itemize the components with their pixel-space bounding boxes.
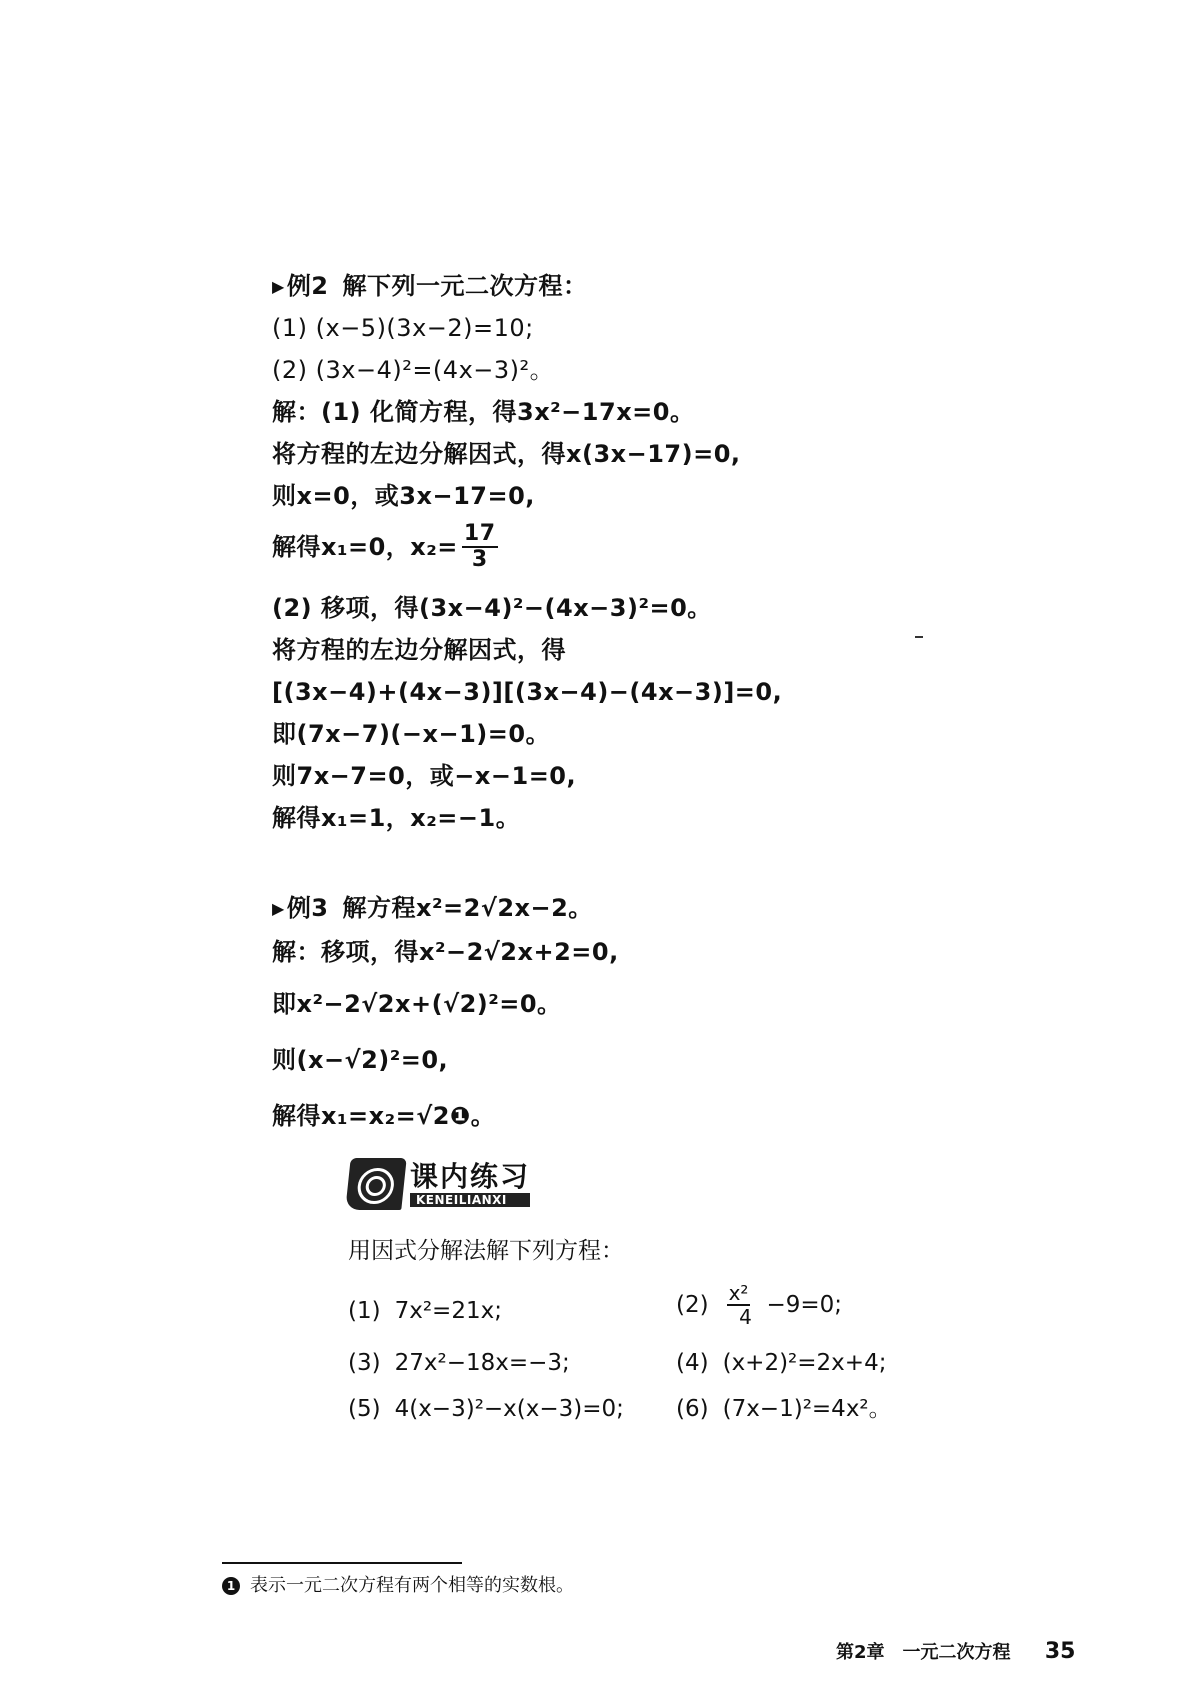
fraction-denominator: 3	[471, 547, 488, 572]
example-3-heading	[272, 892, 593, 925]
practice-item-2	[676, 1282, 842, 1328]
fraction-denominator: 4	[739, 1305, 752, 1329]
page-number: 35	[1044, 1639, 1076, 1664]
chapter-title: 第2章 一元二次方程	[836, 1642, 1011, 1663]
footnote-text: 表示一元二次方程有两个相等的实数根。	[250, 1575, 574, 1596]
fraction-17-over-3	[462, 522, 498, 572]
practice-item-3	[348, 1348, 570, 1378]
stray-mark	[915, 636, 923, 638]
item-number: (4)	[676, 1350, 709, 1376]
practice-item-6	[676, 1394, 892, 1424]
example-2-solution-line-7: [(3x−4)+(4x−3)][(3x−4)−(4x−3)]=0,	[272, 678, 783, 706]
example-2-solution-line-8: 即(7x−7)(−x−1)=0。	[272, 720, 551, 748]
practice-item-5	[348, 1394, 624, 1424]
example-2-heading	[272, 270, 588, 303]
practice-title: 课内练习	[410, 1160, 531, 1193]
item-number: (3)	[348, 1350, 381, 1376]
item-number: (2)	[676, 1292, 709, 1318]
footnote-mark-icon: 1	[222, 1577, 240, 1595]
example-2-solution-line-3: 则x=0，或3x−17=0,	[272, 482, 535, 510]
example-2-solution-line-4-text: 解得x₁=0，x₂=	[272, 533, 458, 561]
example-3-solution-line-1: 解：移项，得x²−2√2x+2=0,	[272, 938, 619, 966]
example-2-solution-line-1: 解：(1) 化简方程，得3x²−17x=0。	[272, 398, 695, 426]
item-equation: −9=0;	[766, 1292, 843, 1318]
footnote	[222, 1574, 574, 1598]
item-equation: 4(x−3)²−x(x−3)=0;	[394, 1396, 624, 1422]
item-equation: (7x−1)²=4x²。	[722, 1396, 892, 1422]
fraction-numerator: 17	[463, 521, 496, 546]
triangle-marker-icon: ▶	[272, 277, 285, 296]
example-2-solution-line-2: 将方程的左边分解因式，得x(3x−17)=0,	[272, 440, 741, 468]
page-footer	[836, 1640, 1075, 1665]
example-2-title: 解下列一元二次方程：	[342, 272, 588, 300]
item-number: (6)	[676, 1396, 709, 1422]
example-2-label: 例2	[286, 272, 329, 300]
example-2-problem-2: (2) (3x−4)²=(4x−3)²。	[272, 356, 555, 384]
example-3-label: 例3	[286, 894, 329, 922]
item-equation: 7x²=21x;	[394, 1298, 502, 1324]
practice-item-1	[348, 1296, 502, 1326]
practice-section-badge	[348, 1158, 530, 1210]
example-2-solution-line-10: 解得x₁=1，x₂=−1。	[272, 804, 521, 832]
item-equation: (x+2)²=2x+4;	[722, 1350, 887, 1376]
triangle-marker-icon: ▶	[272, 899, 285, 918]
practice-item-4	[676, 1348, 886, 1378]
example-3-solution-line-2: 即x²−2√2x+(√2)²=0。	[272, 990, 562, 1018]
example-3-title: 解方程x²=2√2x−2。	[342, 894, 593, 922]
example-2-solution-line-6: 将方程的左边分解因式，得	[272, 636, 566, 664]
item-equation: 27x²−18x=−3;	[394, 1350, 570, 1376]
example-3-solution-line-4: 解得x₁=x₂=√2❶。	[272, 1102, 496, 1130]
fraction-x2-over-4	[727, 1282, 765, 1328]
protractor-icon	[345, 1158, 406, 1210]
footnote-divider	[222, 1562, 462, 1564]
example-2-solution-line-4	[272, 522, 498, 572]
item-number: (5)	[348, 1396, 381, 1422]
practice-instructions: 用因式分解法解下列方程：	[348, 1238, 624, 1264]
item-number: (1)	[348, 1298, 381, 1324]
practice-subtitle: KENEILIANXI	[410, 1193, 530, 1207]
fraction-numerator: x²	[728, 1281, 749, 1305]
example-3-solution-line-3: 则(x−√2)²=0,	[272, 1046, 449, 1074]
example-2-problem-1: (1) (x−5)(3x−2)=10;	[272, 314, 534, 342]
example-2-solution-line-9: 则7x−7=0，或−x−1=0,	[272, 762, 577, 790]
example-2-solution-line-5: (2) 移项，得(3x−4)²−(4x−3)²=0。	[272, 594, 712, 622]
